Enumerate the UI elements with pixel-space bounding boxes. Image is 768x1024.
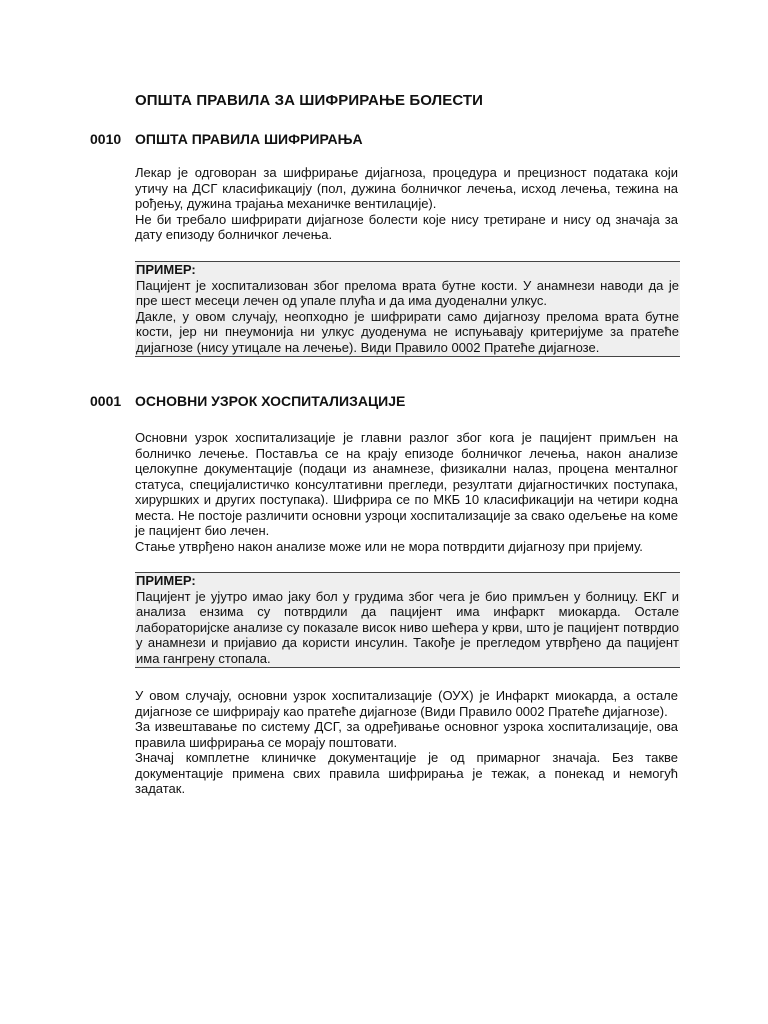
section-title: ОСНОВНИ УЗРОК ХОСПИТАЛИЗАЦИЈЕ [135, 393, 406, 409]
paragraph: Стање утврђено након анализе може или не мора потврдити дијагнозу при пријему. [135, 538, 643, 554]
example-paragraph: Пацијент је ујутро имао јаку бол у грудима због чега је био примљен у болницу. ЕКГ и анализа ензима су потврдили да пацијент има инфаркт миокарда. Остале лабораторијске анализе су показале висок ниво шећера у крви, што је пацијент потврдио у анамнези и пријавио да користи инсулин. Такође је прегледом утврђено да пацијент има гангрену стопала. [136, 588, 679, 666]
example-paragraph: Дакле, у овом случају, неопходно је шифрирати само дијагнозу прелома врата бутне кости, јер ни пнеумонија ни улкус дуоденума не испуњавају критеријуме за пратеће дијагнозе (нису утицале на лечење). Види Правило 0002 Пратеће дијагнозе. [136, 308, 679, 355]
example-box-0001 [135, 572, 680, 668]
paragraph: Лекар је одговоран за шифрирање дијагноза, процедура и прецизност података који утичу на ДСГ класификацију (пол, дужина болничког лечења, исход лечења, тежина на рођењу, дужина трајања механичке вентилације). [135, 165, 678, 211]
example-label: ПРИМЕР: [136, 262, 196, 277]
section-0010-body [135, 165, 678, 243]
paragraph: Не би требало шифрирати дијагнозе болести које нису третиране и нису од значаја за дату епизоду болничког лечења. [135, 211, 678, 242]
section-heading-0001 [90, 393, 405, 409]
section-code: 0010 [90, 131, 122, 147]
section-0001-conclusion [135, 688, 678, 797]
section-code: 0001 [90, 393, 122, 409]
example-paragraph: Пацијент је хоспитализован због прелома врата бутне кости. У анамнези наводи да је пре шест месеци лечен од упале плућа и да има дуоденални улкус. [136, 277, 679, 308]
section-heading-0010 [90, 131, 363, 147]
paragraph: За извештавање по систему ДСГ, за одређивање основног узрока хоспитализације, ова правила шифрирања се морају поштовати. [135, 719, 678, 750]
paragraph: Значај комплетне клиничке документације је од примарног значаја. Без такве документације примена свих правила шифрирања је тежак, а понекад и немогућ задатак. [135, 750, 678, 796]
paragraph: Основни узрок хоспитализације је главни разлог због кога је пацијент примљен на болничко лечење. Поставља се на крају епизоде болничког лечења, након анализе целокупне документације (подаци из анамнезе, физикални налаз, процена менталног статуса, специјалистичко консултативни прегледи, резултати дијагностичких поступака, хируршких и других поступака). Шифрира се по МКБ 10 класификацији на четири кодна места. Не постоје различити основни узроци хоспитализације за свако одељење на коме је пацијент био лечен. [135, 430, 678, 538]
section-0001-body [135, 430, 678, 554]
section-title: ОПШТА ПРАВИЛА ШИФРИРАЊА [135, 131, 363, 147]
example-label: ПРИМЕР: [136, 573, 196, 588]
example-box-0010 [135, 261, 680, 357]
paragraph: У овом случају, основни узрок хоспитализације (ОУХ) је Инфаркт миокарда, а остале дијагнозе се шифрирају као пратеће дијагнозе (Види Правило 0002 Пратеће дијагнозе). [135, 688, 678, 719]
document-title: ОПШТА ПРАВИЛА ЗА ШИФРИРАЊЕ БОЛЕСТИ [135, 92, 484, 109]
